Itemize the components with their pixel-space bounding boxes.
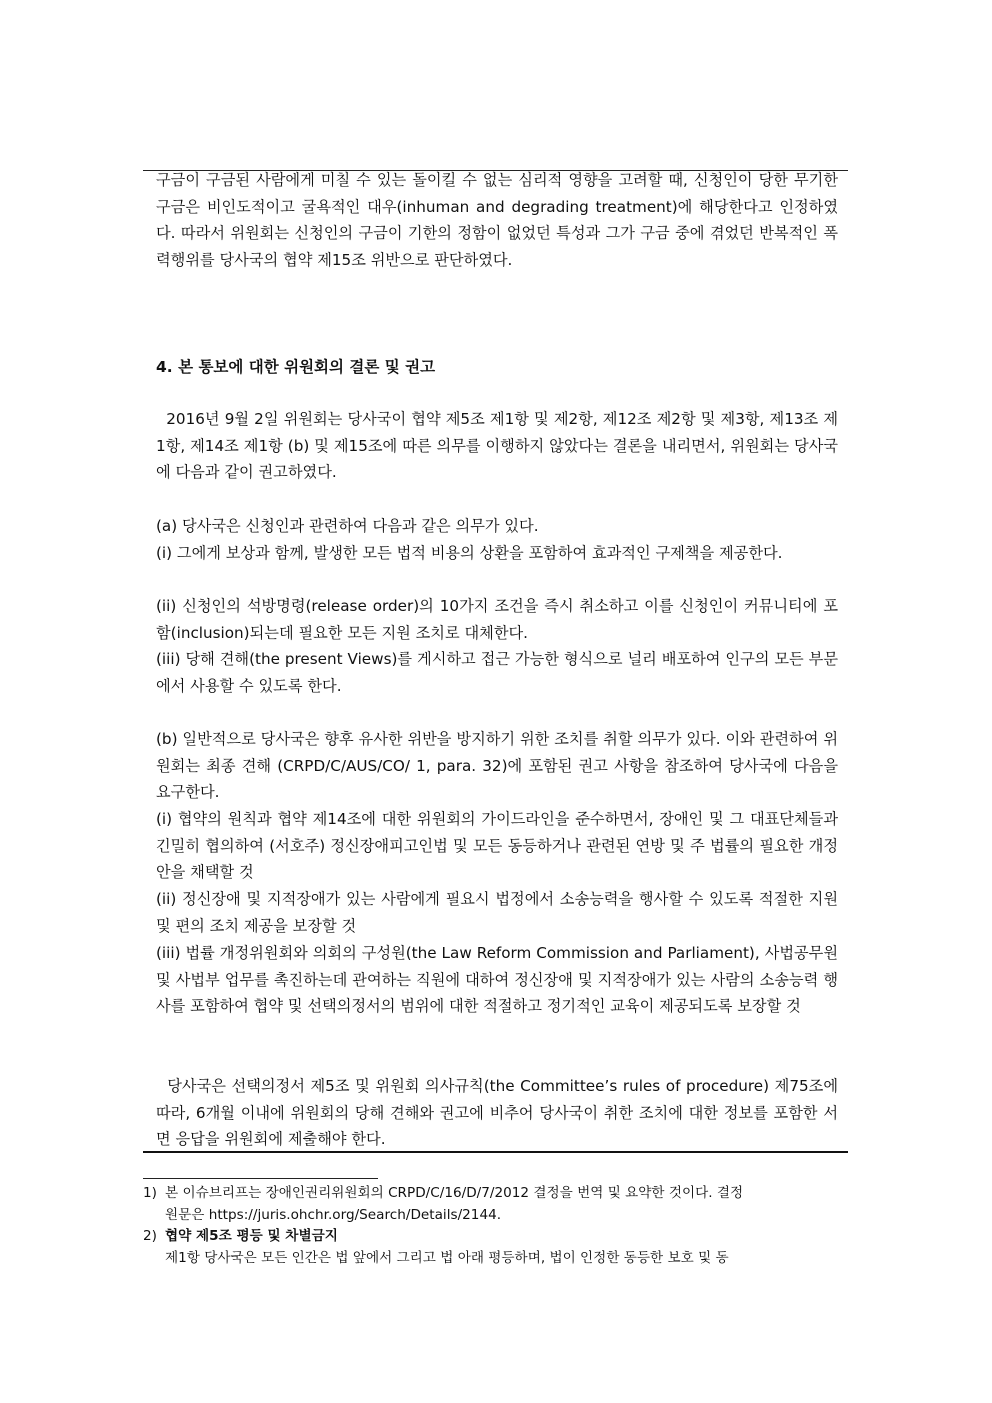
recommendation-b-i: (i) 협약의 원칙과 협약 제14조에 대한 위원회의 가이드라인을 준수하면서, 장애인 및 그 대표단체들과 긴밀히 협의하여 (서호주) 정신장애피고인법 및 모든 동등하거나 관련된 연방 및 주 법률의 필요한 개정안을 채택할 것 [156, 810, 838, 881]
recommendation-b-intro: (b) 일반적으로 당사국은 향후 유사한 위반을 방지하기 위한 조치를 취할 의무가 있다. 이와 관련하여 위원회는 최종 견해 (CRPD/C/AUS/CO/ 1, para. 32)에 포함된 권고 사항을 참조하여 당사국에 다음을 요구한다. [156, 730, 838, 801]
footnote-2 [143, 1226, 851, 1269]
recommendation-a-i: (i) 그에게 보상과 함께, 발생한 모든 법적 비용의 상환을 포함하여 효과적인 구제책을 제공한다. [156, 544, 783, 562]
footnote-1-source: 원문은 https://juris.ohchr.org/Search/Details/2144. [165, 1206, 502, 1223]
footnote-2-number: 2) [143, 1228, 157, 1244]
section-heading: 4. 본 통보에 대한 위원회의 결론 및 권고 [156, 358, 436, 376]
recommendation-b-ii: (ii) 정신장애 및 지적장애가 있는 사람에게 필요시 법정에서 소송능력을 행사할 수 있도록 적절한 지원 및 편의 조치 제공을 보장할 것 [156, 890, 838, 935]
recommendation-a-ii: (ii) 신청인의 석방명령(release order)의 10가지 조건을 즉시 취소하고 이를 신청인이 커뮤니티에 포함(inclusion)되는데 필요한 모든 지원 조치로 대체한다. [156, 597, 838, 642]
footnote-2-title: 협약 제5조 평등 및 차별금지 [165, 1228, 338, 1244]
recommendation-a-intro: (a) 당사국은 신청인과 관련하여 다음과 같은 의무가 있다. [156, 517, 539, 535]
paragraph-response-deadline: 당사국은 선택의정서 제5조 및 위원회 의사규칙(the Committee’s rules of procedure) 제75조에 따라, 6개월 이내에 위원회의 당해 견해와 권고에 비추어 당사국이 취한 조치에 대한 정보를 포함한 서면 응답을 위원회에 제출해야 한다. [156, 1077, 838, 1148]
footnote-1-text: 본 이슈브리프는 장애인권리위원회의 CRPD/C/16/D/7/2012 결정을 번역 및 요약한 것이다. 결정 [165, 1185, 744, 1201]
footnote-1 [143, 1183, 851, 1226]
footnote-2-text: 제1항 당사국은 모든 인간은 법 앞에서 그리고 법 아래 평등하며, 법이 인정한 동등한 보호 및 동 [165, 1249, 729, 1266]
paragraph-detention-conclusion: 구금이 구금된 사람에게 미칠 수 있는 돌이킬 수 없는 심리적 영향을 고려할 때, 신청인이 당한 무기한 구금은 비인도적이고 굴욕적인 대우(inhuman and degrading treatment)에 해당한다고 인정하였다. 따라서 위원회는 신청인의 구금이 기한의 정함이 없었던 특성과 그가 구금 중에 겪었던 반복적인 폭력행위를 당사국의 협약 제15조 위반으로 판단하였다. [156, 171, 838, 269]
recommendation-b-iii: (iii) 법률 개정위원회와 의회의 구성원(the Law Reform Commission and Parliament), 사법공무원 및 사법부 업무를 촉진하는데 관여하는 직원에 대하여 정신장애 및 지적장애가 있는 사람의 소송능력 행사를 포함하여 협약 및 선택의정서의 범위에 대한 적절하고 정기적인 교육이 제공되도록 보장할 것 [156, 944, 838, 1015]
recommendation-a-iii: (iii) 당해 견해(the present Views)를 게시하고 접근 가능한 형식으로 널리 배포하여 인구의 모든 부문에서 사용할 수 있도록 한다. [156, 650, 838, 695]
footnote-1-number: 1) [143, 1185, 157, 1201]
bottom-rule [143, 1151, 848, 1153]
paragraph-conclusion-intro: 2016년 9월 2일 위원회는 당사국이 협약 제5조 제1항 및 제2항, 제12조 제2항 및 제3항, 제13조 제1항, 제14조 제1항 (b) 및 제15조에 따른 의무를 이행하지 않았다는 결론을 내리면서, 위원회는 당사국에 다음과 같이 권고하였다. [156, 410, 838, 481]
footnote-separator [143, 1178, 378, 1179]
